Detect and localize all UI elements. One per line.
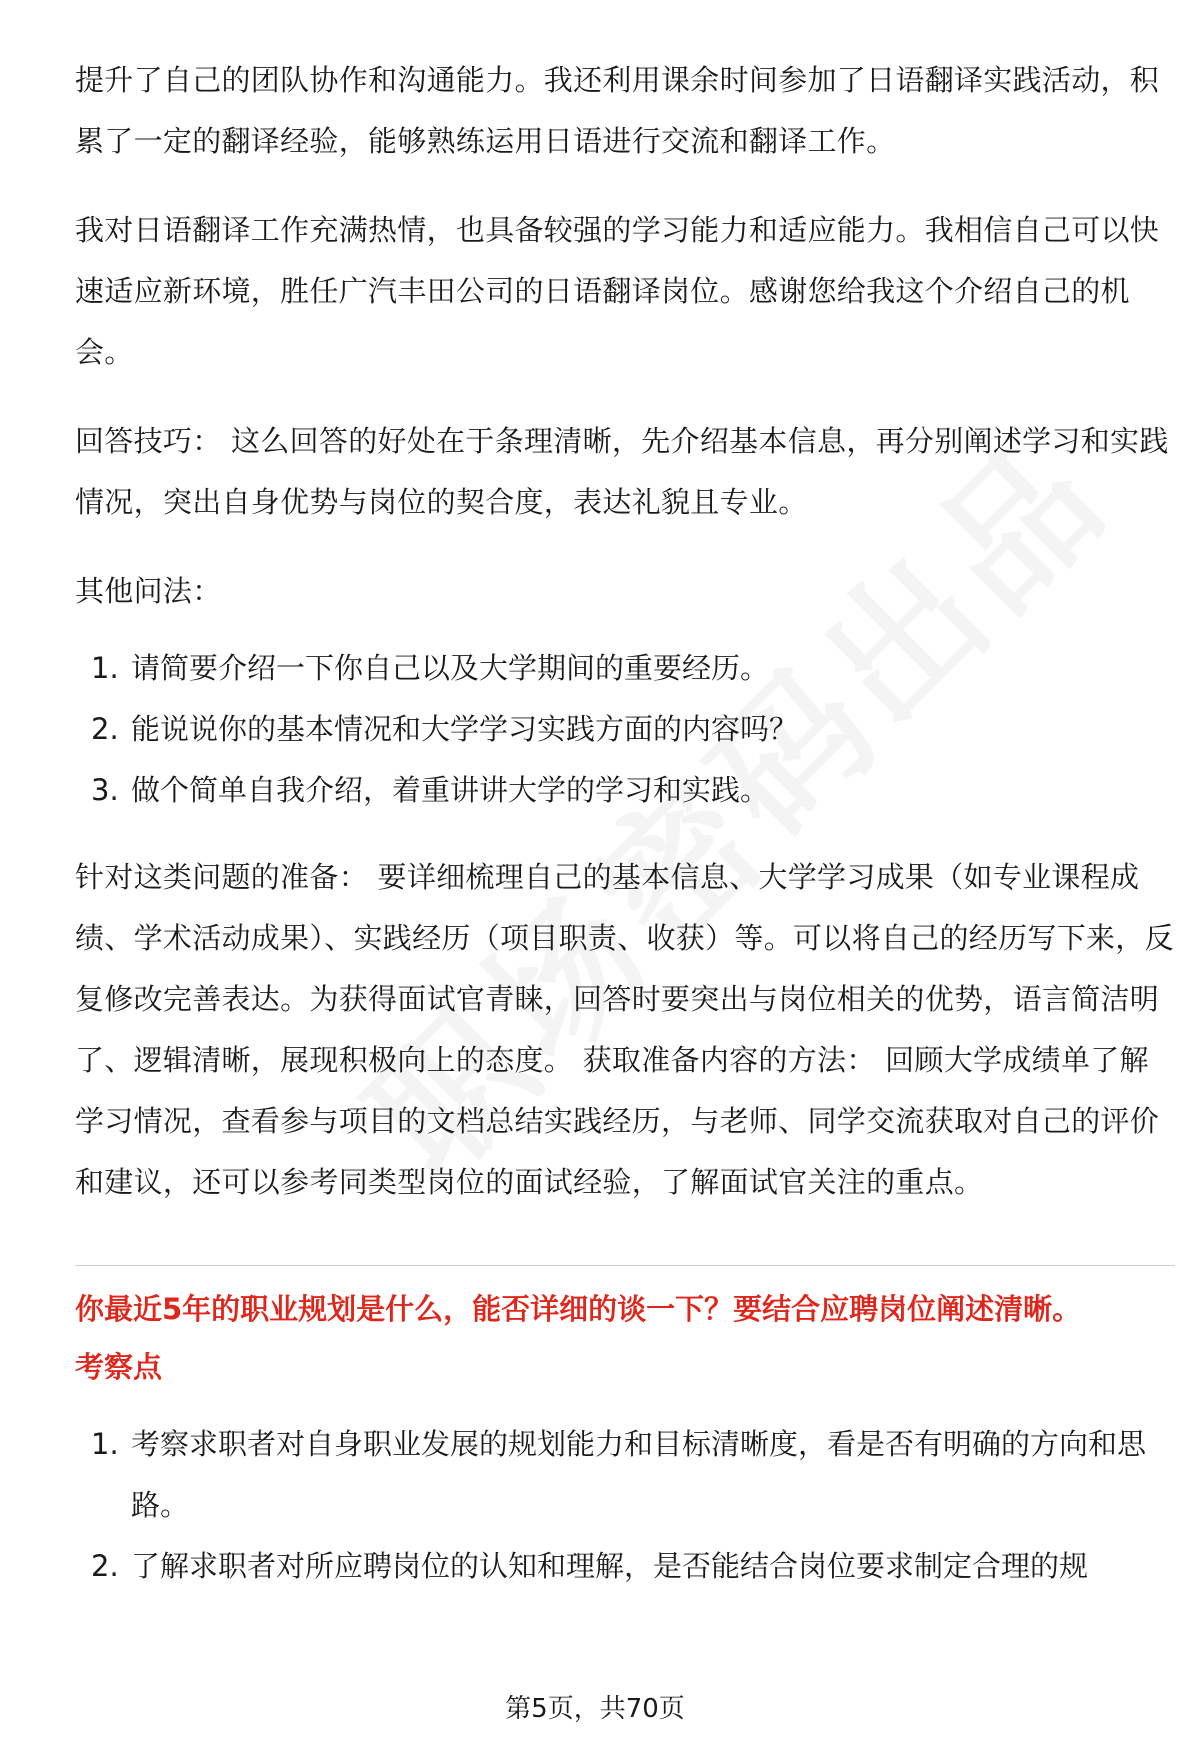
list-item [75, 1414, 1175, 1536]
list-number: 2. [91, 712, 119, 746]
paragraph-other-questions-label: 其他问法： [75, 574, 222, 608]
list-item [75, 1536, 1175, 1597]
list-number: 1. [91, 1427, 119, 1461]
list-number: 1. [91, 651, 119, 685]
list-item [75, 760, 1175, 821]
page-footer: 第5页，共70页 [505, 1694, 685, 1724]
paragraph-continuation: 提升了自己的团队协作和沟通能力。我还利用课余时间参加了日语翻译实践活动，积累了一定的翻译经验，能够熟练运用日语进行交流和翻译工作。 [75, 63, 1160, 158]
section-divider [75, 1265, 1175, 1266]
list-item [75, 699, 1175, 760]
list-item-text: 考察求职者对自身职业发展的规划能力和目标清晰度，看是否有明确的方向和思路。 [131, 1427, 1147, 1522]
list-item-text: 请简要介绍一下你自己以及大学期间的重要经历。 [131, 651, 770, 685]
question-title: 你最近5年的职业规划是什么，能否详细的谈一下？要结合应聘岗位阐述清晰。 [75, 1292, 1082, 1326]
list-item-text: 了解求职者对所应聘岗位的认知和理解，是否能结合岗位要求制定合理的规 [131, 1549, 1089, 1583]
list-number: 3. [91, 773, 119, 807]
list-number: 2. [91, 1549, 119, 1583]
paragraph-preparation: 针对这类问题的准备： 要详细梳理自己的基本信息、大学学习成果（如专业课程成绩、学术活动成果）、实践经历（项目职责、收获）等。可以将自己的经历写下来，反复修改完善表达。为获得面试官青睐，回答时要突出与岗位相关的优势，语言简洁明了、逻辑清晰，展现积极向上的态度。 获取准备内容的方法： 回顾大学成绩单了解学习情况，查看参与项目的文档总结实践经历，与老师、同学交流获取对自己的评价和建议，还可以参考同类型岗位的面试经验，了解面试官关注的重点。 [75, 860, 1174, 1199]
list-item-text: 做个简单自我介绍，着重讲讲大学的学习和实践。 [131, 773, 770, 807]
list-item [75, 638, 1175, 699]
document-body [75, 50, 1175, 1623]
other-questions-list [75, 638, 1175, 821]
assessment-points-list [75, 1414, 1175, 1597]
paragraph-closing: 我对日语翻译工作充满热情，也具备较强的学习能力和适应能力。我相信自己可以快速适应新环境，胜任广汽丰田公司的日语翻译岗位。感谢您给我这个介绍自己的机会。 [75, 213, 1160, 369]
paragraph-answer-tips: 回答技巧： 这么回答的好处在于条理清晰，先介绍基本信息，再分别阐述学习和实践情况，突出自身优势与岗位的契合度，表达礼貌且专业。 [75, 424, 1169, 519]
list-item-text: 能说说你的基本情况和大学学习实践方面的内容吗？ [131, 712, 799, 746]
question-subtitle: 考察点 [75, 1350, 163, 1384]
